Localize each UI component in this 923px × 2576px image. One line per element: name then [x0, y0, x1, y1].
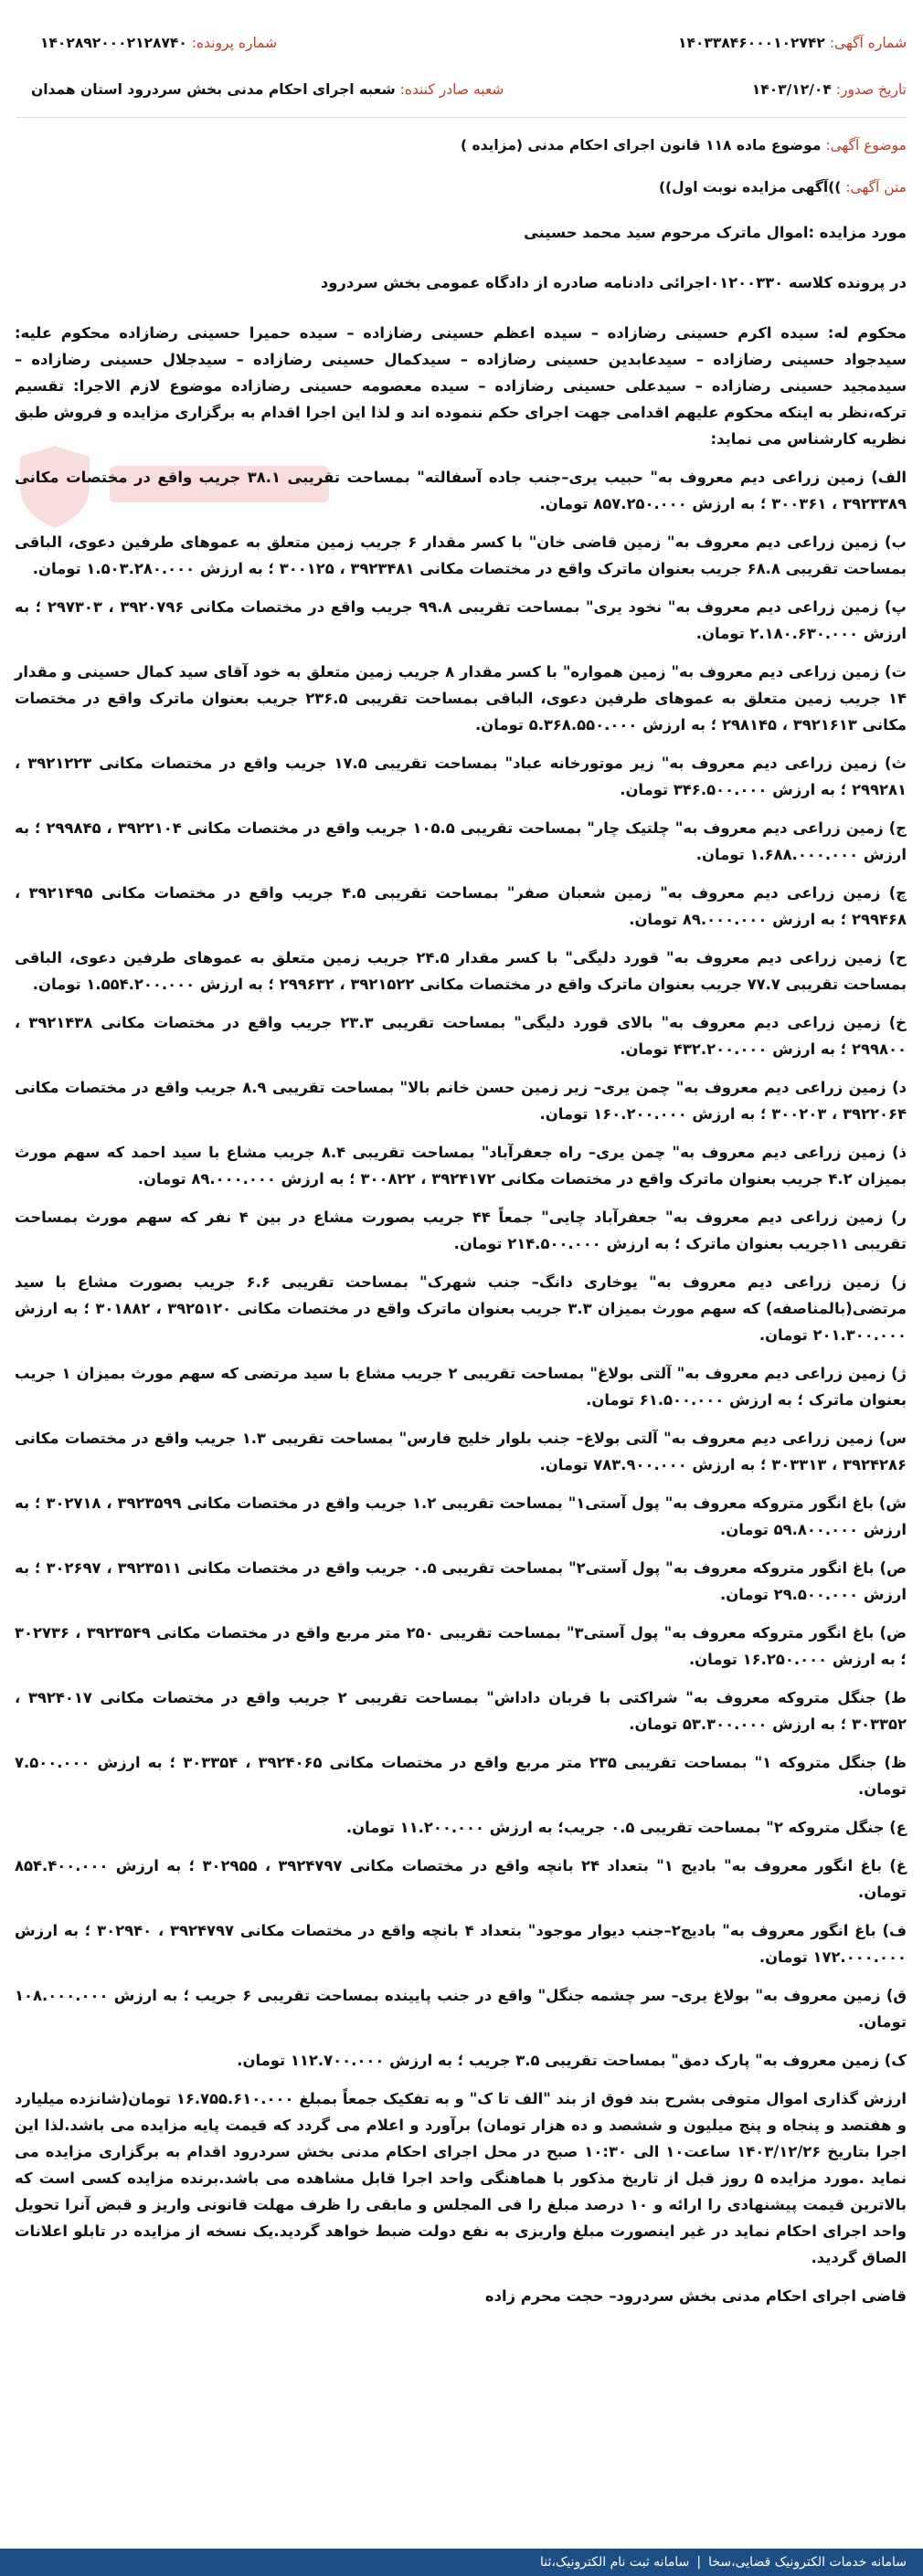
property-item: ح) زمین زراعی دیم معروف به" قورد دلیگی" با کسر مقدار ۲۴.۵ جریب زمین متعلق به عموهای طرفین دعوی، الباقی بمساحت تقریبی ۷۷.۷ جریب بعنوان ماترک واقع در مختصات مکانی ۳۹۲۱۵۲۲ ، ۲۹۹۶۳۲ ؛ به ارزش ۱.۵۵۴.۲۰۰.۰۰۰ تومان. [15, 949, 907, 993]
footer-link-sana[interactable]: سامانه ثبت نام الکترونیک،ثنا [539, 2555, 690, 2570]
property-item: د) زمین زراعی دیم معروف به" چمن یری– زیر زمین حسن خانم بالا" بمساحت تقریبی ۸.۹ جریب واقع در مختصات مکانی ۳۹۲۲۰۶۴ ، ۳۰۰۲۰۳ ؛ به ارزش ۱۶۰.۲۰۰.۰۰۰ تومان. [15, 1079, 907, 1123]
ad-number-label: شماره آگهی: [829, 35, 907, 51]
text-heading-value: ))آگهی مزایده نوبت اول)) [658, 179, 842, 195]
issuer-label: شعبه صادر کننده: [399, 81, 504, 98]
text-heading-label: متن آگهی: [845, 179, 907, 195]
footer-link-sakha[interactable]: سامانه خدمات الکترونیک قضایی،سخا [708, 2555, 907, 2570]
property-item: ق) زمین معروف به" بولاغ یری– سر چشمه جنگل" واقع در جنب پایینده بمساحت تقریبی ۶ جریب ؛ به ارزش ۱۰۸.۰۰۰.۰۰۰ تومان. [15, 1987, 907, 2031]
auction-item: مورد مزایده :اموال ماترک مرحوم سید محمد حسینی [524, 224, 907, 241]
property-item: ز) زمین زراعی دیم معروف به" یوخاری دانگ– جنب شهرک" بمساحت تقریبی ۶.۶ جریب بصورت مشاع با سید مرتضی(بالمناصفه) که سهم مورث بمیزان ۳.۳ جریب بعنوان ماترک واقع در مختصات مکانی ۳۹۲۵۱۲۰ ، ۳۰۱۸۸۲ ؛ به ارزش ۲۰۱.۳۰۰.۰۰۰ تومان. [15, 1273, 907, 1344]
property-item: ج) زمین زراعی دیم معروف به" چلتیک چار" بمساحت تقریبی ۱۰۵.۵ جریب واقع در مختصات مکانی ۳۹۲۲۱۰۴ ، ۲۹۹۸۴۵ ؛ به ارزش ۱.۶۸۸.۰۰۰.۰۰۰ تومان. [15, 819, 907, 863]
issue-date-label: تاریخ صدور: [835, 81, 907, 98]
property-item: ف) باغ انگور معروف به" بادیج۲–جنب دیوار موجود" بتعداد ۴ بانچه واقع در مختصات مکانی ۳۹۲۴۷۹۷ ، ۳۰۲۹۴۰ ؛ به ارزش ۱۷۲.۰۰۰.۰۰۰ تومان. [15, 1922, 907, 1966]
notice-body [15, 219, 907, 2321]
issuer [31, 81, 504, 98]
property-item: ک) زمین معروف به" پارک دمق" بمساحت تقریبی ۳.۵ جریب ؛ به ارزش ۱۱۲.۷۰۰.۰۰۰ تومان. [237, 2052, 907, 2069]
property-item: ع) جنگل متروکه ۲" بمساحت تقریبی ۰.۵ جریب؛ به ارزش ۱۱.۲۰۰.۰۰۰ تومان. [345, 1819, 907, 1836]
text-heading [659, 179, 907, 195]
issuer-value: شعبه اجرای احکام مدنی بخش سردرود استان همدان [31, 81, 396, 98]
issue-date-value: ۱۴۰۳/۱۲/۰۴ [751, 81, 832, 98]
property-item: س) زمین زراعی دیم معروف به" آلتی بولاغ– جنب بلوار خلیج فارس" بمساحت تقریبی ۱.۳ جریب واقع در مختصات مکانی ۳۹۲۴۲۸۶ ، ۳۰۳۳۱۳ ؛ به ارزش ۷۸۳.۹۰۰.۰۰۰ تومان. [15, 1430, 907, 1473]
property-item: ض) باغ انگور متروکه معروف به" پول آستی۳" بمساحت تقریبی ۲۵۰ متر مربع واقع در مختصات مکانی ۳۹۲۳۵۴۹ ، ۳۰۲۷۳۶ ؛ به ارزش ۱۶.۲۵۰.۰۰۰ تومان. [15, 1624, 907, 1668]
judge-signature: قاضی اجرای احکام مدنی بخش سردرود– حجت محرم زاده [484, 2287, 907, 2305]
property-item: ر) زمین زراعی دیم معروف به" جعفرآباد چایی" جمعاً ۴۴ جریب بصورت مشاع در بین ۴ نفر که سهم مورث بمساحت تقریبی ۱۱جریب بعنوان ماترک ؛ به ارزش ۲۱۴.۵۰۰.۰۰۰ تومان. [15, 1209, 907, 1252]
ad-number-value: ۱۴۰۳۳۸۴۶۰۰۰۱۰۲۷۴۲ [678, 35, 825, 51]
parties-paragraph: محکوم له: سیده اکرم حسینی رضازاده – سیده اعظم حسینی رضازاده – سیده حمیرا حسینی رضازاده محکوم علیه: سیدجواد حسینی رضازاده – سیدعابدین حسینی رضازاده – سیدکمال حسینی رضازاده – سیدجلال حسینی رضازاده – سیدمجید حسینی رضازاده – سیدعلی حسینی رضازاده – سیده معصومه حسینی رضازاده موضوع لازم الاجرا: تقسیم ترکه،نظر به اینکه محکوم علیهم اقدامی جهت اجرای حکم ننموده اند و لذا این اجرا اقدام به برگزاری مزایده و فروش طبق نظریه کارشناس می نماید: [15, 324, 907, 448]
subject-label: موضوع آگهی: [825, 137, 907, 153]
case-reference: در پرونده کلاسه ۰۱۲۰۰۳۳۰اجرائی دادنامه صادره از دادگاه عمومی بخش سردرود [320, 274, 907, 291]
property-item: ص) باغ انگور متروکه معروف به" پول آستی۲" بمساحت تقریبی ۰.۵ جریب واقع در مختصات مکانی ۳۹۲۳۵۱۱ ، ۳۰۲۶۹۷ ؛ به ارزش ۲۹.۵۰۰.۰۰۰ تومان. [15, 1559, 907, 1603]
issue-date [752, 81, 907, 98]
property-item: ظ) جنگل متروکه ۱" بمساحت تقریبی ۲۳۵ متر مربع واقع در مختصات مکانی ۳۹۲۴۰۶۵ ، ۳۰۳۳۵۴ ؛ به ارزش ۷.۵۰۰.۰۰۰ تومان. [15, 1754, 907, 1798]
subject [461, 137, 907, 153]
case-number [40, 35, 277, 51]
subject-value: موضوع ماده ۱۱۸ قانون اجرای احکام مدنی (مزایده ) [460, 137, 822, 153]
footer-bar [0, 2549, 923, 2576]
footer-separator: | [696, 2555, 702, 2570]
property-item: غ) باغ انگور معروف به" بادیج ۱" بتعداد ۲۴ بانچه واقع در مختصات مکانی ۳۹۲۴۷۹۷ ، ۳۰۲۹۵۵ ؛ به ارزش ۸۵۴.۴۰۰.۰۰۰ تومان. [15, 1857, 907, 1901]
property-item: چ) زمین زراعی دیم معروف به" زمین شعبان صفر" بمساحت تقریبی ۴.۵ جریب واقع در مختصات مکانی ۳۹۲۱۴۹۵ ، ۲۹۹۴۶۸ ؛ به ارزش ۸۹.۰۰۰.۰۰۰ تومان. [15, 884, 907, 928]
property-item: ژ) زمین زراعی دیم معروف به" آلتی بولاغ" بمساحت تقریبی ۲ جریب مشاع با سید مرتضی که سهم مورث بمیزان ۱ جریب بعنوان ماترک ؛ به ارزش ۶۱.۵۰۰.۰۰۰ تومان. [15, 1365, 907, 1409]
ad-number [678, 35, 907, 51]
property-item: ش) باغ انگور متروکه معروف به" پول آستی۱" بمساحت تقریبی ۱.۲ جریب واقع در مختصات مکانی ۳۹۲۳۵۹۹ ، ۳۰۲۷۱۸ ؛ به ارزش ۵۹.۸۰۰.۰۰۰ تومان. [15, 1494, 907, 1538]
case-number-value: ۱۴۰۲۸۹۲۰۰۰۲۱۲۸۷۴۰ [40, 35, 187, 51]
property-item: ث) زمین زراعی دیم معروف به" زیر موتورخانه عباد" بمساحت تقریبی ۱۷.۵ جریب واقع در مختصات مکانی ۳۹۲۱۲۲۳ ، ۲۹۹۲۸۱ ؛ به ارزش ۳۴۶.۵۰۰.۰۰۰ تومان. [15, 755, 907, 798]
property-item: الف) زمین زراعی دیم معروف به" حبیب یری–جنب جاده آسفالته" بمساحت تقریبی ۳۸.۱ جریب واقع در مختصات مکانی ۳۹۲۳۳۸۹ ، ۳۰۰۳۶۱ ؛ به ارزش ۸۵۷.۲۵۰.۰۰۰ تومان. [15, 469, 907, 512]
property-item: ذ) زمین زراعی دیم معروف به" چمن یری– راه جعفرآباد" بمساحت تقریبی ۸.۴ جریب مشاع با سید احمد که سهم مورث بمیزان ۴.۲ جریب بعنوان ماترک واقع در مختصات مکانی ۳۹۲۴۱۷۲ ، ۳۰۰۸۲۲ ؛ به ارزش ۸۹.۰۰۰.۰۰۰ تومان. [15, 1144, 907, 1188]
case-number-label: شماره پرونده: [191, 35, 278, 51]
valuation-paragraph: ارزش گذاری اموال متوفی بشرح بند فوق از بند "الف تا ک" و به تفکیک جمعاً بمبلغ ۱۶.۷۵۵.۶۱۰.۰۰۰ تومان(شانزده میلیارد و هفتصد و پنجاه و پنج میلیون و ششصد و ده هزار تومان) برآورد و اعلام می گردد که قیمت پایه مزایده می باشد.لذا این اجرا بتاریخ ۱۴۰۳/۱۲/۲۶ ساعت۱۰ الی ۱۰:۳۰ صبح در محل اجرای احکام مدنی بخش سردرود اقدام به برگزاری مزایده می نماید .مورد مزایده ۵ روز قبل از تاریخ مذکور با هماهنگی واحد اجرا قابل مشاهده می باشد.برنده مزایده کسی است که بالاترین قیمت پیشنهادی را ارائه و ۱۰ درصد مبلغ را فی المجلس و مابقی را ظرف مهلت قانونی واریز و قبض آنرا تحویل واحد اجرای احکام نماید در غیر اینصورت مبلغ واریزی به نفع دولت ضبط خواهد گردید.یک نسخه از مزایده در تابلو اعلانات الصاق گردید. [15, 2090, 907, 2266]
property-item: ب) زمین زراعی دیم معروف به" زمین قاضی خان" با کسر مقدار ۶ جریب زمین متعلق به عموهای طرفین دعوی، الباقی بمساحت تقریبی ۶۸.۸ جریب بعنوان ماترک واقع در مختصات مکانی ۳۹۲۳۴۸۱ ، ۳۰۰۱۲۵ ؛ به ارزش ۱.۵۰۳.۲۸۰.۰۰۰ تومان. [15, 533, 907, 577]
property-item: ت) زمین زراعی دیم معروف به" زمین همواره" با کسر مقدار ۸ جریب زمین متعلق به خود آقای سید کمال حسینی و مقدار ۱۴ جریب زمین متعلق به عموهای طرفین دعوی، الباقی بمساحت تقریبی ۲۳۶.۵ جریب بعنوان ماترک واقع در مختصات مکانی ۳۹۲۱۶۱۳ ، ۲۹۸۱۴۵ ؛ به ارزش ۵.۳۶۸.۵۵۰.۰۰۰ تومان. [15, 663, 907, 734]
property-item: ط) جنگل متروکه معروف به" شراکتی با قربان داداش" بمساحت تقریبی ۲ جریب واقع در مختصات مکانی ۳۹۲۴۰۱۷ ، ۳۰۳۳۵۲ ؛ به ارزش ۵۳.۳۰۰.۰۰۰ تومان. [15, 1689, 907, 1733]
header-divider [16, 117, 907, 118]
property-item: پ) زمین زراعی دیم معروف به" نخود یری" بمساحت تقریبی ۹۹.۸ جریب واقع در مختصات مکانی ۳۹۲۰۷۹۶ ، ۲۹۷۳۰۳ ؛ به ارزش ۲.۱۸۰.۶۳۰.۰۰۰ تومان. [15, 598, 907, 642]
property-item: خ) زمین زراعی دیم معروف به" بالای قورد دلیگی" بمساحت تقریبی ۲۳.۳ جریب واقع در مختصات مکانی ۳۹۲۱۴۳۸ ، ۲۹۹۸۰۰ ؛ به ارزش ۴۳۲.۲۰۰.۰۰۰ تومان. [15, 1014, 907, 1058]
